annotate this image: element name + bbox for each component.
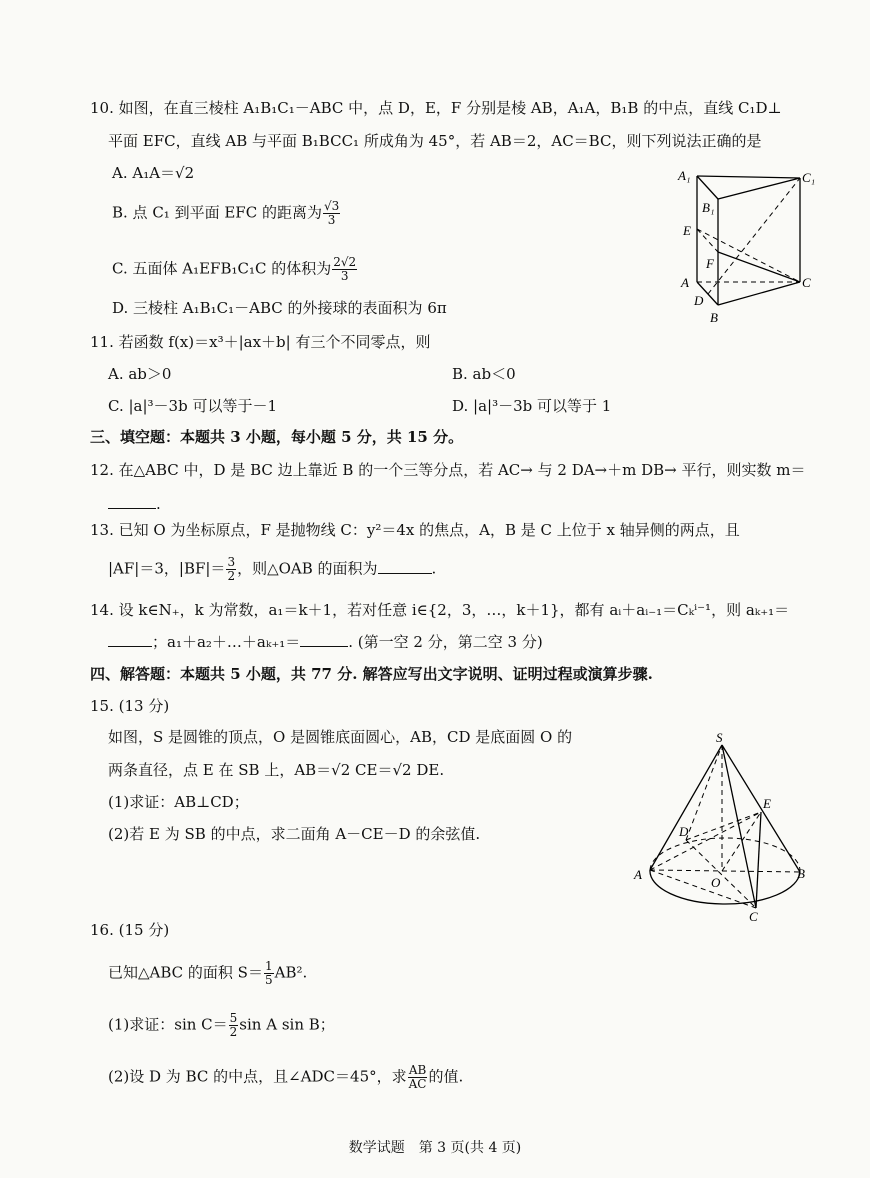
fraction: $\frac{√3}{3}$ (323, 199, 340, 227)
label-O: O (711, 875, 721, 890)
q11-option-a: A. ab＞0 (108, 365, 172, 383)
q15-heading: 15. (13 分) (90, 697, 170, 715)
section-4-heading: 四、解答题：本题共 5 小题，共 77 分. 解答应写出文字说明、证明过程或演算步骤. (90, 665, 653, 683)
q16-part2: (2)设 D 为 BC 的中点，且∠ADC＝45°，求 $\frac{AB}{AC}$ 的值. (108, 1063, 464, 1091)
q10-option-a: A. A₁A＝√2 (112, 164, 195, 182)
q11-option-d: D. |a|³－3b 可以等于 1 (452, 397, 612, 415)
q16-heading: 16. (15 分) (90, 921, 170, 939)
label-F: F (706, 256, 714, 271)
label-S: S (716, 730, 723, 745)
q14-stem-line1: 14. 设 k∈N₊，k 为常数，a₁＝k＋1，若对任意 i∈{2，3，…，k＋1}，都有 aᵢ＋aᵢ₋₁＝Cₖⁱ⁻¹，则 aₖ₊₁＝ (90, 601, 790, 619)
q15-part2: (2)若 E 为 SB 的中点，求二面角 A－CE－D 的余弦值. (108, 825, 481, 843)
q10-stem-line1: 10. 如图，在直三棱柱 A₁B₁C₁－ABC 中，点 D，E，F 分别是棱 AB，A₁A，B₁B 的中点，直线 C₁D⊥ (90, 99, 782, 117)
q14-stem-line2: ；a₁＋a₂＋…＋aₖ₊₁＝ . (第一空 2 分，第二空 3 分) (108, 632, 543, 652)
answer-blank[interactable] (378, 559, 432, 574)
q12-answer-line: . (108, 494, 161, 514)
q13-stem-line1: 13. 已知 O 为坐标原点，F 是抛物线 C：y²＝4x 的焦点，A，B 是 C 上位于 x 轴异侧的两点，且 (90, 521, 740, 539)
label-B: B (710, 310, 718, 325)
page-footer: 数学试题 第 3 页(共 4 页) (348, 1140, 522, 1156)
label-B: B (797, 866, 805, 881)
label-B1: B₁ (702, 200, 715, 215)
q10-option-b: B. 点 C₁ 到平面 EFC 的距离为 $\frac{√3}{3}$ (112, 199, 340, 227)
q11-option-c: C. |a|³－3b 可以等于－1 (108, 397, 277, 415)
label-C: C (802, 275, 811, 290)
q10-stem-line2: 平面 EFC，直线 AB 与平面 B₁BCC₁ 所成角为 45°，若 AB＝2，AC＝BC，则下列说法正确的是 (108, 132, 762, 150)
q15-part1: (1)求证：AB⊥CD； (108, 793, 249, 811)
q16-stem: 已知△ABC 的面积 S＝ $\frac{1}{5}$ AB². (108, 959, 308, 987)
q15-stem-line2: 两条直径，点 E 在 SB 上，AB＝√2 CE＝√2 DE. (108, 761, 445, 779)
q11-stem: 11. 若函数 f(x)＝x³＋|ax＋b| 有三个不同零点，则 (90, 333, 431, 351)
fraction: $\frac{5}{2}$ (229, 1011, 238, 1039)
answer-blank[interactable] (108, 494, 156, 509)
answer-blank[interactable] (108, 632, 152, 647)
answer-blank[interactable] (300, 632, 348, 647)
label-A1: A₁ (678, 168, 691, 183)
label-D: D (694, 293, 704, 308)
label-D: D (679, 824, 689, 839)
fraction: $\frac{AB}{AC}$ (408, 1063, 427, 1091)
fraction: $\frac{2√2}{3}$ (333, 255, 357, 283)
label-A: A (634, 867, 642, 882)
label-E: E (683, 223, 691, 238)
q12-stem: 12. 在△ABC 中，D 是 BC 边上靠近 B 的一个三等分点，若 AC→ 与 2 DA→＋m DB→ 平行，则实数 m＝ (90, 461, 806, 479)
fraction: $\frac{1}{5}$ (264, 959, 273, 987)
section-3-heading: 三、填空题：本题共 3 小题，每小题 5 分，共 15 分。 (90, 428, 464, 446)
q10-option-d: D. 三棱柱 A₁B₁C₁－ABC 的外接球的表面积为 6π (112, 299, 447, 317)
q13-stem-line2: |AF|＝3，|BF|＝ $\frac{3}{2}$ ，则△OAB 的面积为 . (108, 555, 437, 583)
label-A: A (681, 275, 689, 290)
q15-stem-line1: 如图，S 是圆锥的顶点，O 是圆锥底面圆心，AB，CD 是底面圆 O 的 (108, 728, 573, 746)
label-C: C (749, 909, 758, 924)
q10-option-c: C. 五面体 A₁EFB₁C₁C 的体积为 $\frac{2√2}{3}$ (112, 255, 357, 283)
label-C1: C₁ (802, 170, 816, 185)
label-E: E (763, 796, 771, 811)
fraction: $\frac{3}{2}$ (227, 555, 236, 583)
q11-option-b: B. ab＜0 (452, 365, 516, 383)
q16-part1: (1)求证：sin C＝ $\frac{5}{2}$ sin A sin B； (108, 1011, 335, 1039)
